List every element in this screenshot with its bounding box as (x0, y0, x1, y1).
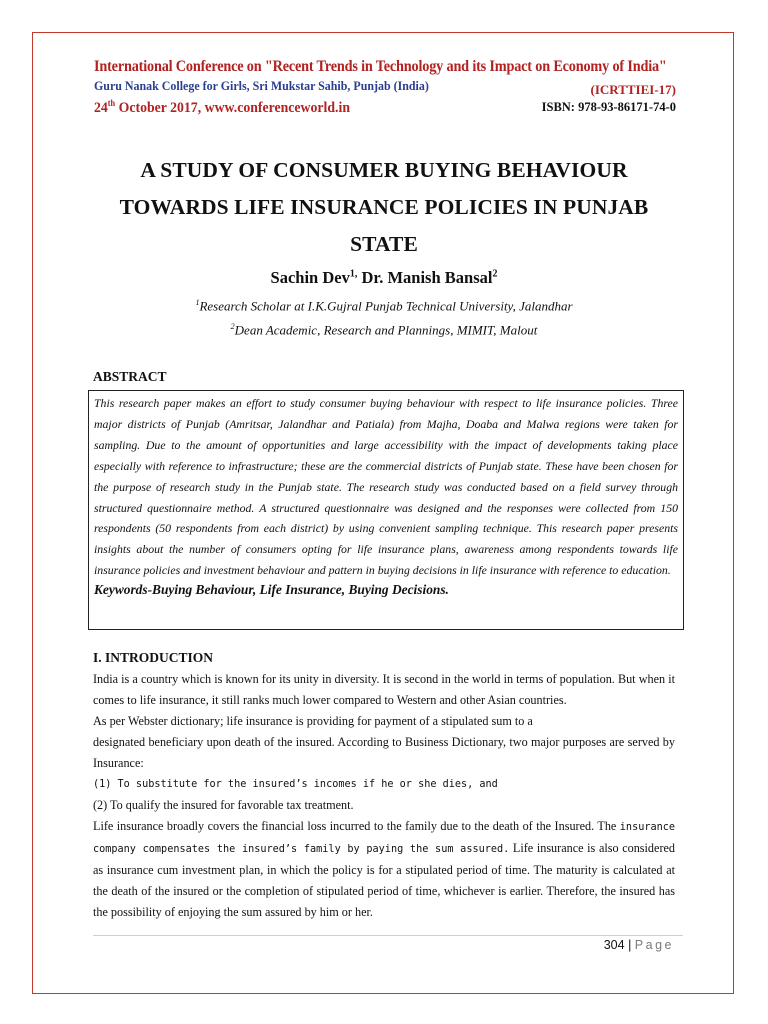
date-rest: October 2017, www.conferenceworld.in (115, 100, 351, 116)
affiliation-2 (96, 322, 672, 338)
author-1: Sachin Dev (270, 268, 350, 287)
isbn: ISBN: 978-93-86171-74-0 (541, 100, 676, 114)
footer-divider (93, 935, 683, 936)
intro-paragraph-2: As per Webster dictionary; life insurance is providing for payment of a stipulated sum to a (93, 714, 533, 728)
paper-title (96, 152, 672, 263)
affiliation-2-sup: 2 (230, 322, 235, 331)
title-line-1: A STUDY OF CONSUMER BUYING BEHAVIOUR (140, 158, 628, 182)
author-2-sup: 2 (492, 268, 498, 280)
intro-list-item-1: (1) To substitute for the insured’s incomes if he or she dies, and (93, 779, 498, 790)
abstract-heading: ABSTRACT (93, 369, 167, 384)
abstract-text: This research paper makes an effort to study consumer buying behaviour with respect to life insurance policies. Three major districts of Punjab (Amritsar, Jalandhar and Patiala) from Majha, Doaba and Malwa regions were taken for sampling. Due to the amount of opportunities and large accessibility with the impact of developments taking place especially with reference to infrastructure; these are the commercial districts of Punjab state. These have been chosen for the purpose of research study in the Punjab state. The research study was conducted based on a field survey through structured questionnaire method. A structured questionnaire was designed and the responses were collected from 150 respondents (50 respondents from each district) by using convenient sampling technique. This research paper presents insights about the number of consumers opting for life insurance plans, awareness among respondents towards life insurance policies and investment behaviour and pattern in buying decisions in life insurance with reference to education. (94, 396, 678, 578)
intro-paragraph-4 (93, 816, 675, 923)
intro-list-item-2: (2) To qualify the insured for favorable tax treatment. (93, 798, 354, 812)
conference-header (94, 58, 684, 116)
title-line-3: STATE (350, 232, 418, 256)
conference-code: (ICRTTIEI-17) (590, 82, 676, 97)
title-line-2: TOWARDS LIFE INSURANCE POLICIES IN PUNJAB (119, 195, 649, 219)
intro-paragraph-3: designated beneficiary upon death of the insured. According to Business Dictionary, two major purposes are served by Insurance: (93, 735, 675, 770)
conference-date (94, 98, 350, 117)
page-word: Page (634, 938, 674, 952)
page-separator: | (624, 938, 635, 952)
page-number: 304 (603, 938, 625, 952)
affiliation-1-sup: 1 (195, 298, 200, 307)
affiliation-2-text: Dean Academic, Research and Plannings, MIMIT, Malout (234, 322, 538, 338)
conference-title: International Conference on "Recent Trends in Technology and its Impact on Economy of India" (94, 58, 667, 75)
affiliation-1-text: Research Scholar at I.K.Gujral Punjab Technical University, Jalandhar (199, 298, 573, 314)
keywords: Keywords-Buying Behaviour, Life Insurance, Buying Decisions. (94, 582, 449, 598)
authors (96, 268, 672, 288)
college-name: Guru Nanak College for Girls, Sri Mukstar Sahib, Punjab (India) (94, 78, 429, 93)
abstract-box (88, 390, 684, 630)
page-footer (604, 938, 674, 952)
introduction-heading: I. INTRODUCTION (93, 650, 214, 665)
intro-p4-part-a: Life insurance broadly covers the financial loss incurred to the family due to the death of the Insured. The (93, 819, 620, 833)
author-1-sup: 1, (349, 268, 358, 280)
intro-p4-part-b: insurance company compensates the insured’s family by paying the sum assured. (93, 822, 675, 855)
date-suffix: th (107, 98, 116, 108)
introduction-body (93, 669, 675, 923)
intro-paragraph-1: India is a country which is known for its unity in diversity. It is second in the world in terms of population. But when it comes to life insurance, it still ranks much lower compared to Western and other Asian countries. (93, 672, 675, 707)
date-day: 24 (94, 100, 108, 116)
intro-p4-part-c: Life insurance is also considered as insurance cum investment plan, in which the policy is for a stipulated period of time. The maturity is calculated at the death of the insured or the completion of stipulated period of time, whichever is earlier. Therefore, the insured has the possibility of enjoying the sum assured by him or her. (93, 841, 675, 919)
affiliation-1 (96, 298, 672, 314)
author-2: Dr. Manish Bansal (357, 268, 493, 287)
